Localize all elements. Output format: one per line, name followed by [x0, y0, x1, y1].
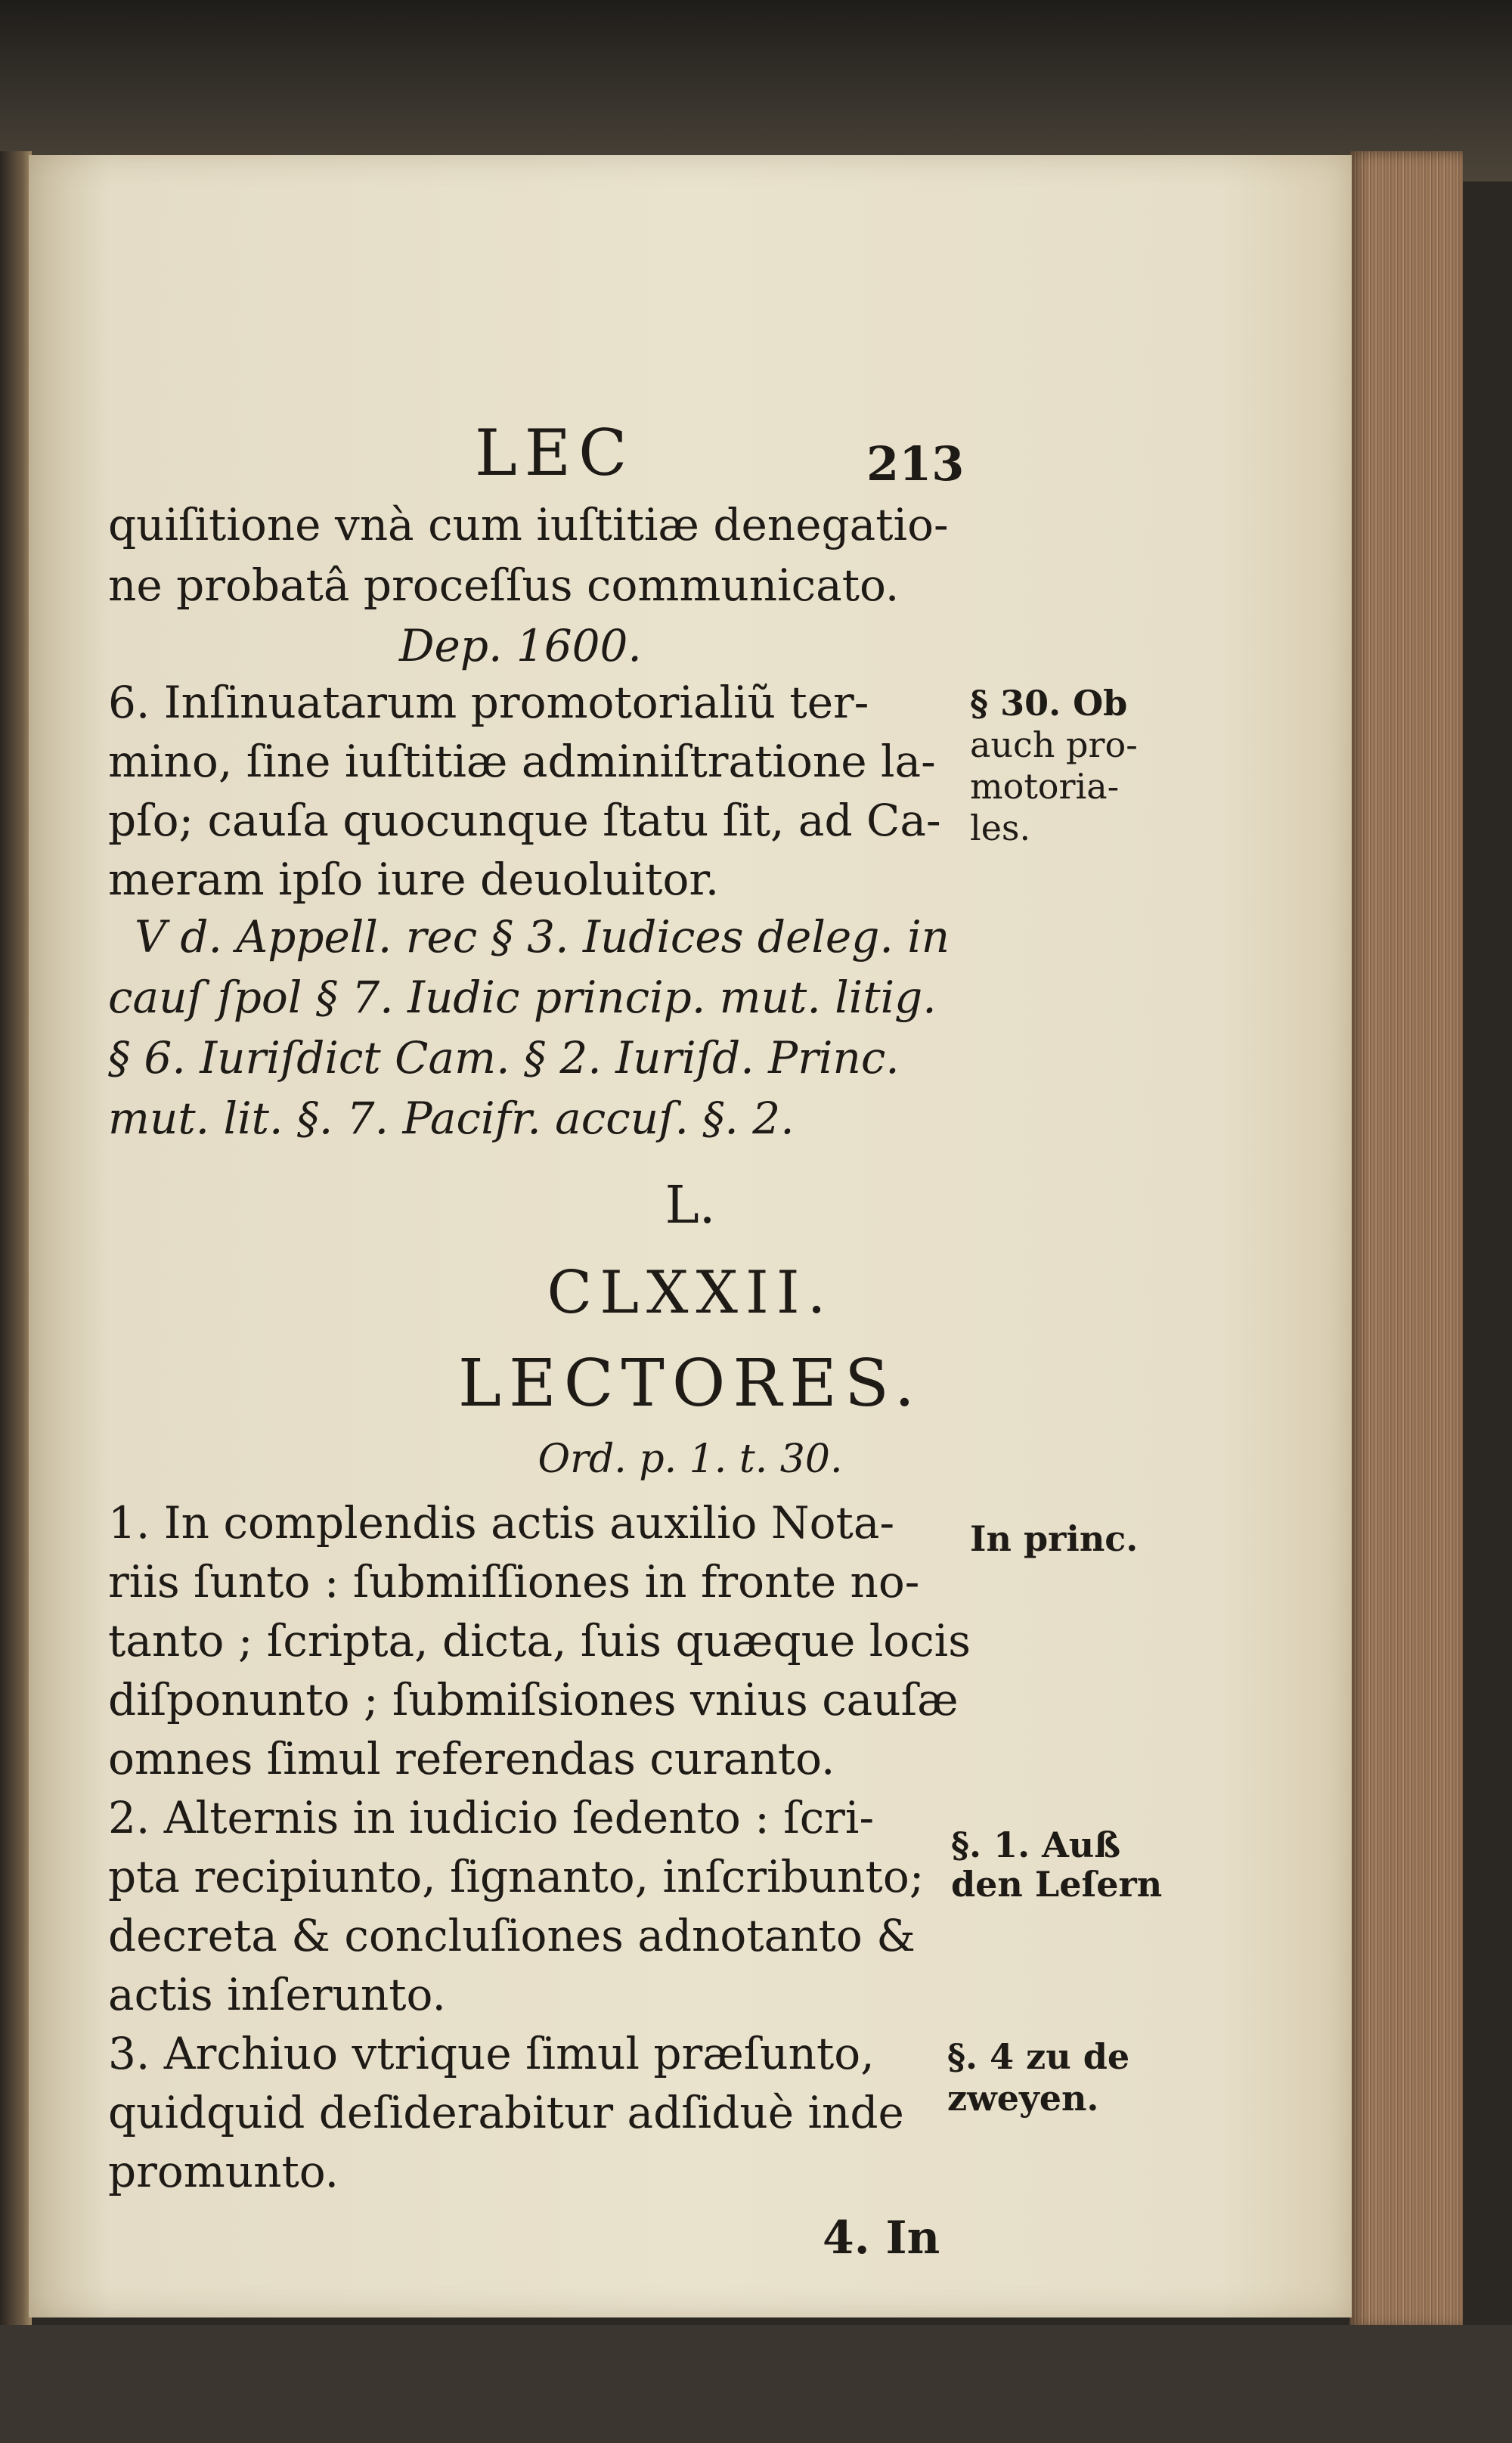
- section-number: CLXXII.: [547, 1259, 834, 1327]
- margin-note-line: den Leſern: [951, 1864, 1163, 1905]
- section-title: LECTORES.: [457, 1346, 923, 1421]
- text-line: promunto.: [108, 2146, 339, 2197]
- reference-line: V d. Appell. rec § 3. Iudices deleg. in: [135, 911, 950, 963]
- text-line: 2. Alternis in iudicio ſedento : ſcri-: [108, 1792, 875, 1843]
- margin-note-line: §. 4 zu de: [947, 2036, 1130, 2077]
- ordinance-reference: Ord. p. 1. t. 30.: [538, 1437, 843, 1482]
- text-line: actis inſerunto.: [108, 1969, 446, 2020]
- section-letter: L.: [665, 1176, 716, 1235]
- background-bottom: [0, 2325, 1512, 2443]
- text-line: mino, ſine iuſtitiæ adminiſtratione la-: [108, 736, 936, 787]
- catchword: 4. In: [823, 2212, 940, 2265]
- margin-note-line: les.: [970, 808, 1031, 848]
- margin-note-line: § 30. Ob: [970, 683, 1128, 724]
- margin-note-line: motoria-: [970, 766, 1120, 807]
- margin-note-line: auch pro-: [970, 724, 1138, 765]
- text-line: tanto ; ſcripta, dicta, ſuis quæque locis: [108, 1615, 971, 1666]
- text-line: pta recipiunto, ſignanto, inſcribunto;: [108, 1851, 925, 1902]
- page-number: 213: [866, 436, 965, 491]
- text-line: decreta & concluſiones adnotanto &: [108, 1910, 916, 1961]
- date-line: Dep. 1600.: [399, 620, 642, 671]
- text-line: quiſitione vnà cum iuſtitiæ denegatio-: [108, 499, 949, 550]
- running-title: LEC: [475, 416, 635, 490]
- text-line: ne probatâ proceſſus communicato.: [108, 560, 900, 611]
- margin-note-line: zweyen.: [947, 2078, 1099, 2119]
- reference-line: § 6. Iuriſdict Cam. § 2. Iuriſd. Princ.: [108, 1032, 900, 1084]
- text-line: diſponunto ; ſubmiſsiones vnius cauſæ: [108, 1674, 959, 1725]
- text-line: quidquid deſiderabitur adſiduè inde: [108, 2087, 904, 2138]
- book-page: [29, 155, 1352, 2317]
- text-line: riis ſunto : ſubmiſſiones in fronte no-: [108, 1556, 920, 1607]
- book-cover-edge: [0, 151, 32, 2344]
- page-edges: [1349, 151, 1463, 2329]
- text-line: 3. Archiuo vtrique ſimul præſunto,: [108, 2028, 875, 2079]
- background-top: [0, 0, 1512, 181]
- margin-note-line: In princ.: [970, 1518, 1139, 1559]
- reference-line: mut. lit. §. 7. Pacifr. accuſ. §. 2.: [108, 1093, 795, 1144]
- margin-note-line: §. 1. Auß: [951, 1824, 1121, 1865]
- text-line: meram ipſo iure deuoluitor.: [108, 854, 720, 905]
- text-line: 6. Inſinuatarum promotorialiũ ter-: [108, 677, 869, 728]
- reference-line: cauſ ſpol § 7. Iudic princip. mut. litig.: [108, 972, 937, 1023]
- text-line: 1. In complendis actis auxilio Nota-: [108, 1497, 895, 1549]
- text-line: omnes ſimul referendas curanto.: [108, 1733, 835, 1784]
- text-line: pſo; cauſa quocunque ſtatu ſit, ad Ca-: [108, 795, 941, 846]
